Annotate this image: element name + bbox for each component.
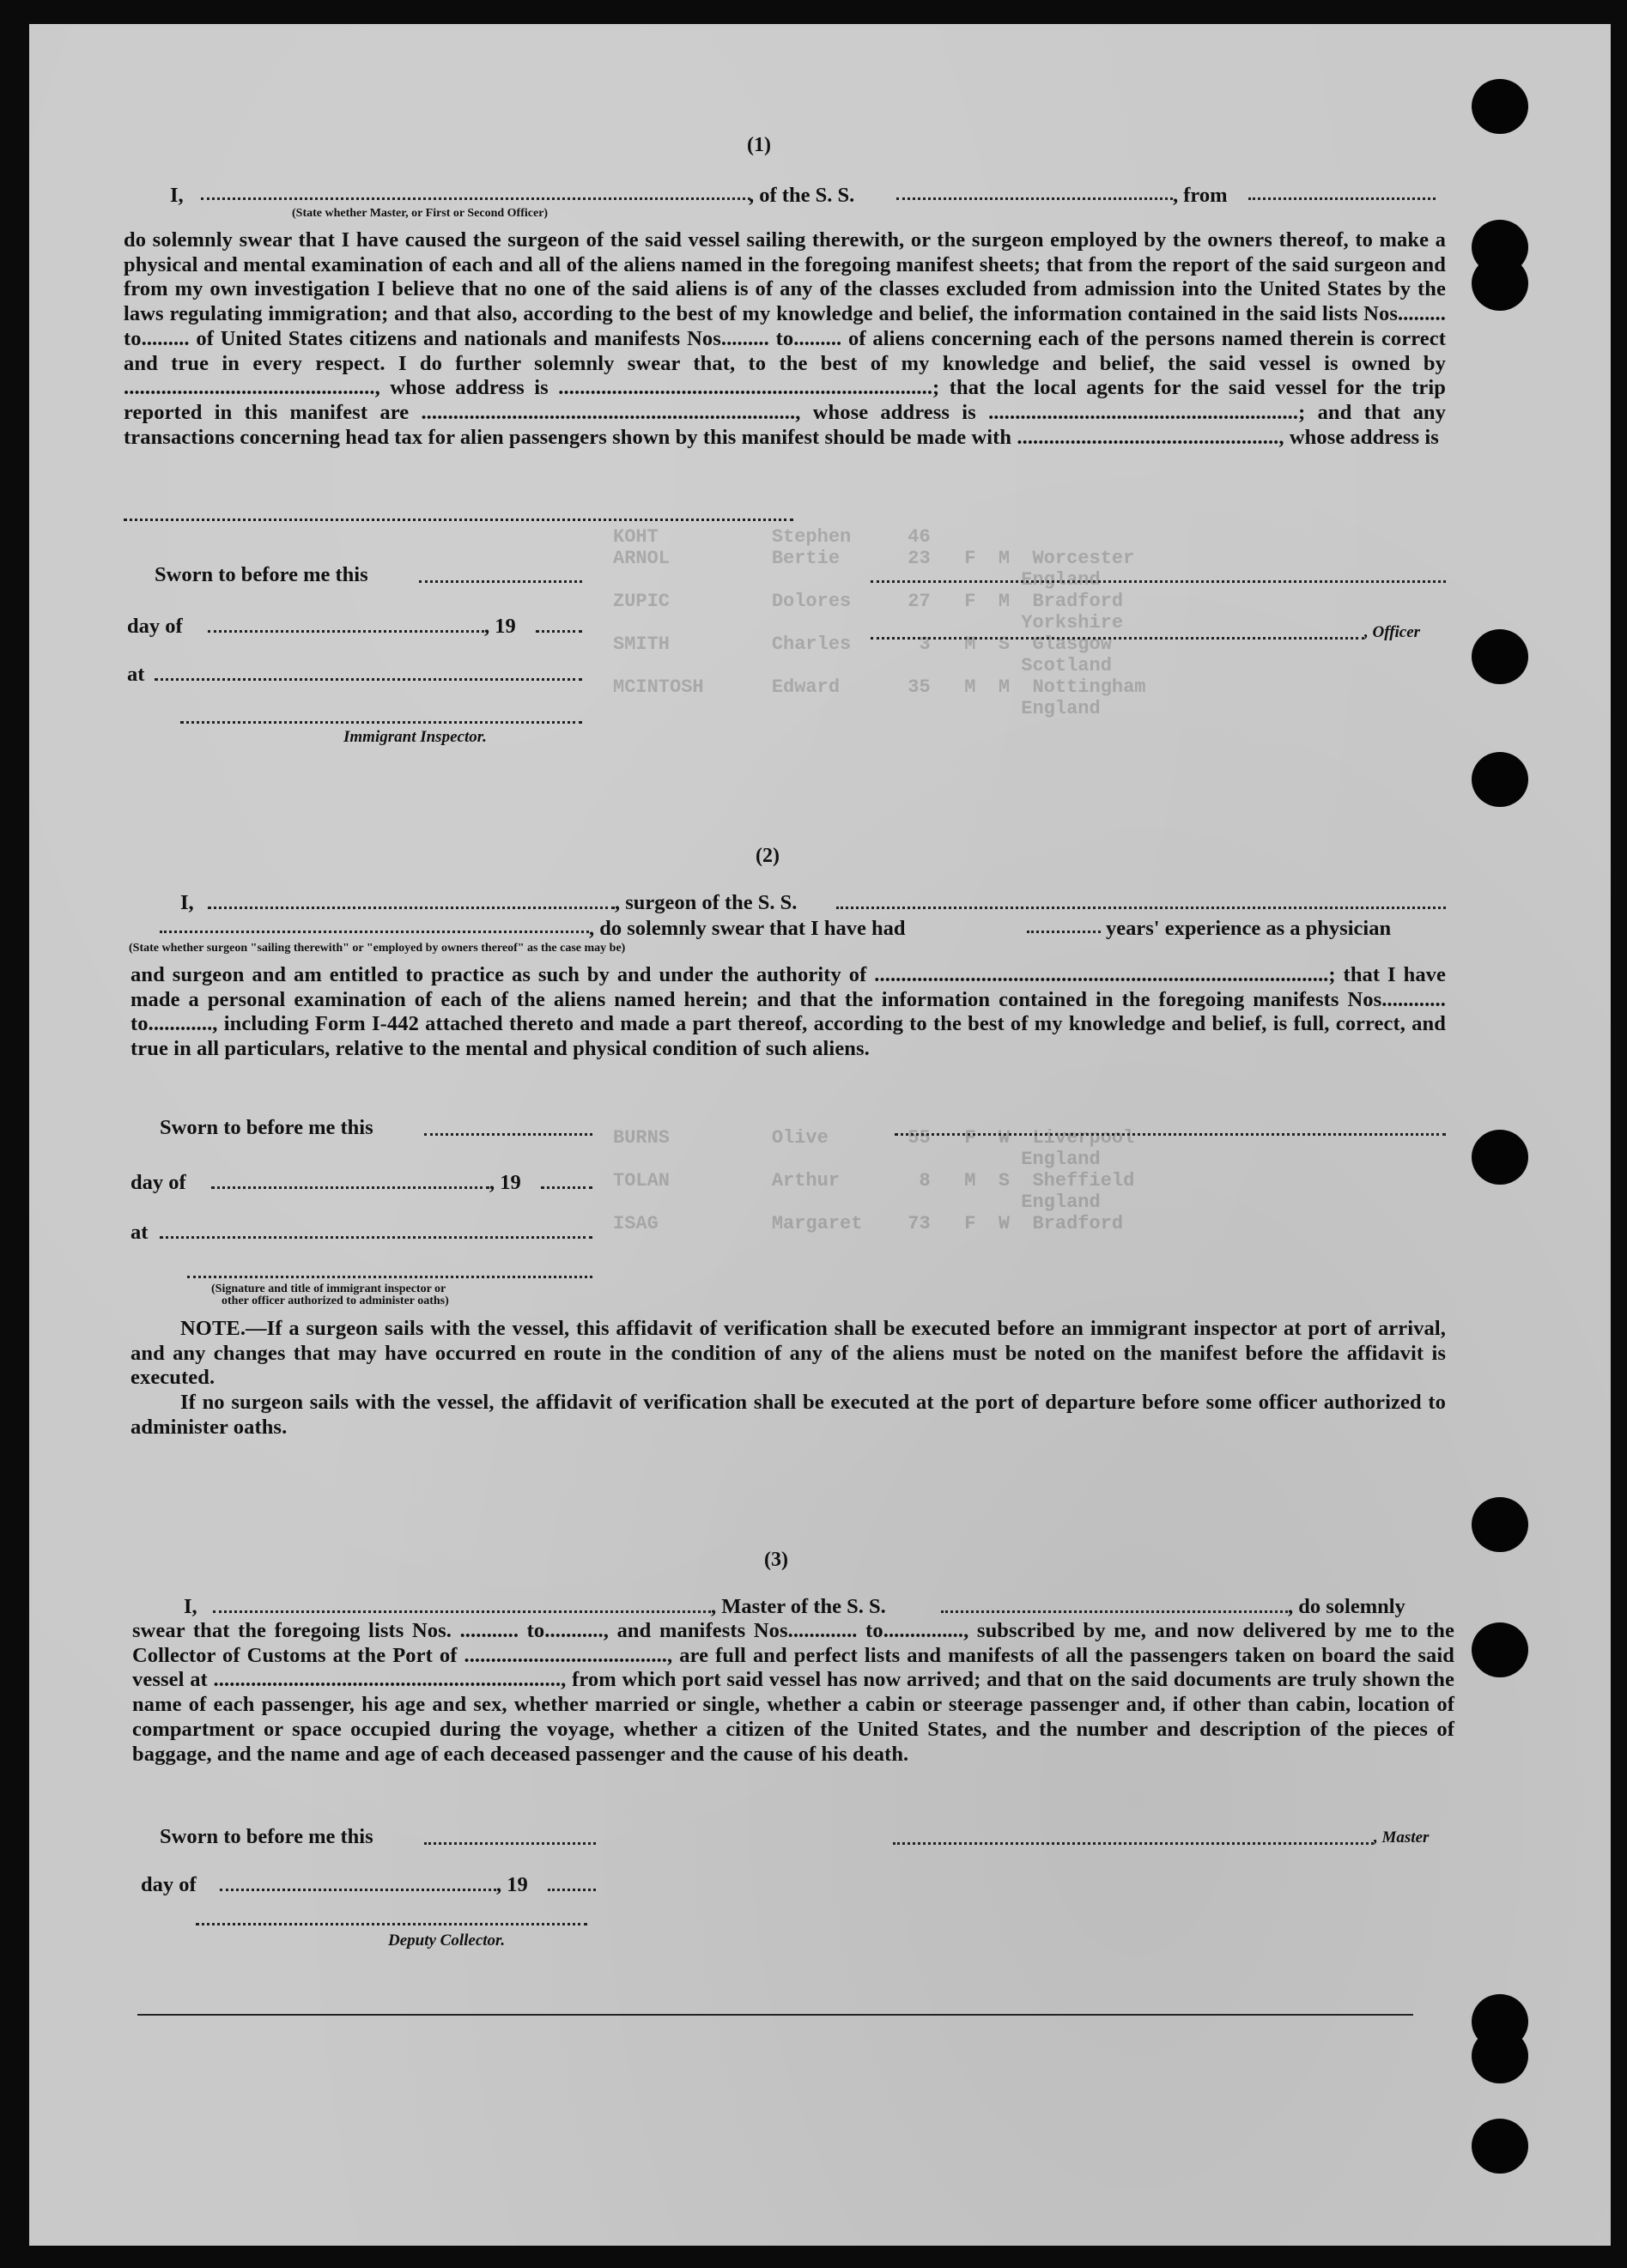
section-1-body: do solemnly swear that I have caused the surgeon of the said vessel sailing therewith, or the surgeon employed by the owners thereof, to make a physical and mental examination of each and all of the aliens named in the foregoing manifest sheets; that from the report of the said surgeon and from my own investigation I believe that no one of the said aliens is of any of the classes excluded from admission into the United States by the laws regulating immigration; and that also, according to the best of my knowledge and belief, the information contained in the said lists Nos......... to......... of United States citizens and nationals and manifests Nos......... to......... of aliens concerning each of the persons named therein is correct and true in every respect. I do further solemnly swear that, to the best of my knowledge and belief, the said vessel is owned by ..............................................., whose address is ......................................................................; that the local agents for the said vessel for the trip reported in this manifest are ......................................................................, whose address is ..........................................................; and that any transactions concerning head tax for alien passengers shown by this manifest should be made with ................................................., whose address is [124, 228, 1446, 449]
punch-hole [1472, 2028, 1528, 2083]
master-name-line [201, 197, 750, 200]
section-3-sworn: Sworn to before me this [160, 1825, 373, 1848]
section-3-day-of: day of [141, 1873, 197, 1896]
section-2-sworn: Sworn to before me this [160, 1116, 373, 1139]
document-page [29, 24, 1611, 2246]
section-1-day-of: day of [127, 615, 183, 638]
section-3-number: (3) [764, 1549, 788, 1571]
officer-label: , Officer [1364, 623, 1421, 641]
section-3-i: I, [184, 1595, 197, 1618]
bottom-rule [137, 2014, 1413, 2016]
punch-hole [1472, 1497, 1528, 1552]
surgeon-name-line [208, 907, 615, 909]
collector-signature-line [196, 1923, 587, 1925]
section-2-note-2: If no surgeon sails with the vessel, the affidavit of verification shall be executed at the port of departure before some officer authorized to administer oaths. [131, 1391, 1446, 1439]
section-2-day-of-line [211, 1186, 489, 1189]
section-2-sworn-line [424, 1133, 592, 1136]
officer-signature-line [871, 637, 1364, 640]
section-1-nineteen: , 19 [484, 615, 516, 638]
section-3-master-name-line [213, 1610, 711, 1613]
section-2-inspector-line [187, 1276, 592, 1278]
section-1-at: at [127, 663, 145, 686]
section-3-sworn-line [424, 1842, 596, 1845]
at-place-line [155, 678, 582, 681]
section-1-i: I, [170, 184, 184, 207]
section-2-vessel-line [836, 907, 1446, 909]
section-3-body: swear that the foregoing lists Nos. ........... to..........., and manifests Nos............. to..............., subscribed by me, and now delivered by me to the Collector of Customs at the Port of ......................................, are full and perfect lists and manifests of all the passengers taken on board the said vessel at ................................................................., from which port said vessel has now arrived; and that on the said documents are truly shown the name of each passenger, his age and sex, whether married or single, whether a cabin or steerage passenger and, if other than cabin, location of compartment or space occupied during the voyage, whether a citizen of the United States, and the number and description of the pieces of baggage, and the name and age of each deceased passenger and the cause of his death. [132, 1619, 1454, 1766]
immigrant-inspector-label: Immigrant Inspector. [343, 728, 487, 746]
section-2-line-2: , do solemnly swear that I have had [589, 917, 906, 940]
section-3-vessel-line [941, 1610, 1288, 1613]
officer-signature-line-top [871, 580, 1446, 583]
section-2-i: I, [180, 891, 194, 914]
years-experience-line [1027, 931, 1101, 933]
section-1-of-ss: , of the S. S. [749, 184, 855, 207]
master-signature-line [893, 1842, 1374, 1845]
master-label: , Master [1374, 1828, 1430, 1847]
section-2-body: and surgeon and am entitled to practice as such by and under the authority of .....................................................................................; that I have made a personal examination of each of the aliens named herein; and that the information contained in the foregoing manifests Nos............ to............, including Form I-442 attached thereto and made a part thereof, according to the best of my knowledge and belief, is full, correct, and true in all particulars, relative to the mental and physical condition of such aliens. [131, 963, 1446, 1061]
section-1-caption: (State whether Master, or First or Second Officer) [292, 207, 549, 220]
bleed-through-text: KOHT Stephen 46 ARNOL Bertie 23 F M Worcester England ZUPIC Dolores 27 F M Bradford Yorkshire SMITH Charles 3 M S Glasgow Scotland MCINTOSH Edward 35 M M Nottingham England [613, 526, 1146, 719]
section-2-at: at [131, 1221, 149, 1244]
surgeon-type-line [160, 931, 589, 933]
section-2-note: NOTE.—If a surgeon sails with the vessel, this affidavit of verification shall be executed before an immigrant inspector at port of arrival, and any changes that may have occurred en route in the condition of any of the aliens must be noted on the manifest before the affidavit is executed. [131, 1317, 1446, 1390]
section-2-sig-caption-2: other officer authorized to administer oaths) [222, 1295, 449, 1307]
sworn-date-line [419, 580, 582, 583]
section-3-year-line [548, 1889, 596, 1891]
year-line [536, 630, 582, 633]
section-1-sworn: Sworn to before me this [155, 563, 368, 586]
section-3-do-solemnly: , do solemnly [1288, 1595, 1405, 1618]
section-2-at-line [160, 1236, 592, 1239]
punch-hole [1472, 1130, 1528, 1185]
punch-hole [1472, 1622, 1528, 1677]
day-of-line [208, 630, 484, 633]
section-3-master-of-ss: , Master of the S. S. [711, 1595, 886, 1618]
section-2-day-of: day of [131, 1171, 186, 1194]
section-2-year-line [541, 1186, 592, 1189]
punch-hole [1472, 256, 1528, 311]
deputy-collector-label: Deputy Collector. [388, 1931, 506, 1950]
section-2-nineteen: , 19 [489, 1171, 521, 1194]
section-2-surgeon-of-ss: , surgeon of the S. S. [615, 891, 798, 914]
vessel-name-line [896, 197, 1173, 200]
section-2-caption: (State whether surgeon "sailing therewith" or "employed by owners thereof" as the case may be) [129, 942, 626, 955]
punch-hole [1472, 79, 1528, 134]
punch-hole [1472, 629, 1528, 684]
section-3-nineteen: , 19 [496, 1873, 528, 1896]
section-1-number: (1) [747, 134, 771, 156]
punch-hole [1472, 2119, 1528, 2174]
bleed-through-text-2: BURNS Olive 55 F W Liverpool England TOLAN Arthur 8 M S Sheffield England ISAG Margaret 73 F W Bradford [613, 1127, 1135, 1234]
inspector-signature-line [180, 721, 582, 724]
surgeon-signature-line [895, 1133, 1446, 1136]
punch-hole [1472, 752, 1528, 807]
section-2-years: years' experience as a physician [1106, 917, 1392, 940]
section-2-number: (2) [756, 845, 780, 867]
section-1-from: , from [1173, 184, 1228, 207]
head-tax-tail-line [124, 518, 793, 521]
section-3-day-of-line [220, 1889, 496, 1891]
section-2-sig-caption-1: (Signature and title of immigrant inspector or [211, 1283, 446, 1295]
from-port-line [1248, 197, 1436, 200]
